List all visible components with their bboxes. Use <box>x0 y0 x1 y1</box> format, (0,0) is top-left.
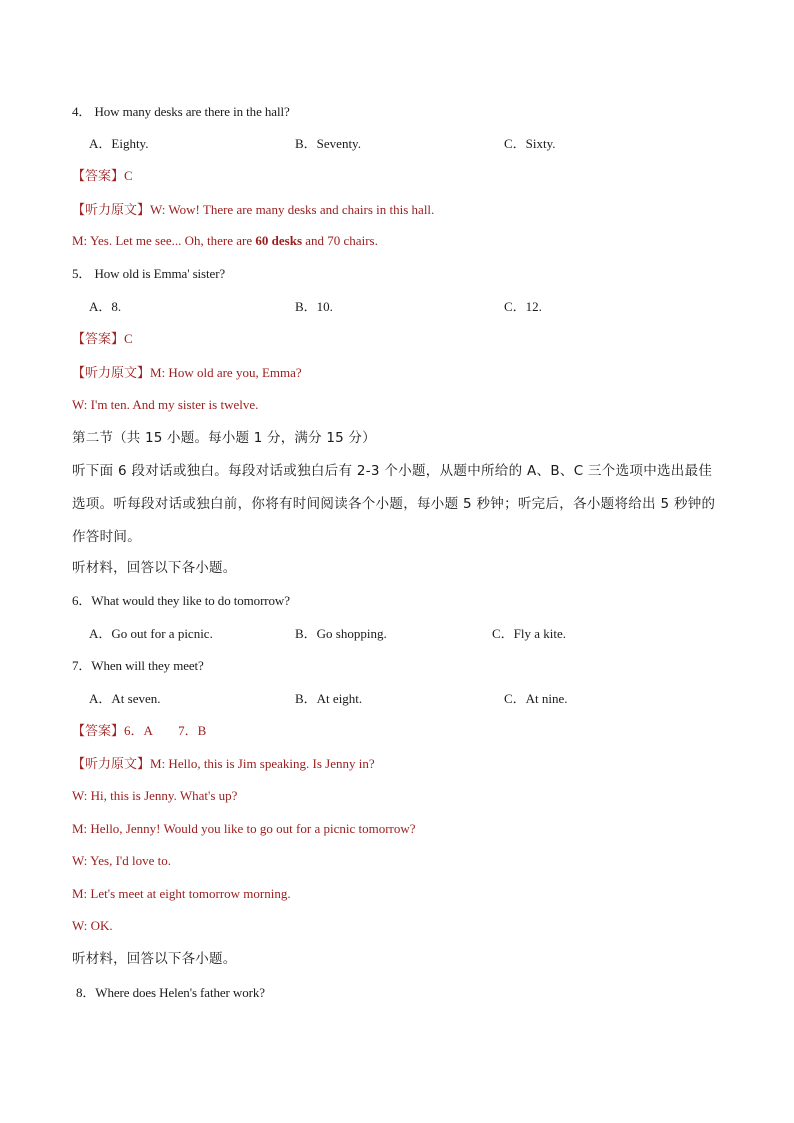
q6-7-transcript-line-2: W: Hi, this is Jenny. What's up? <box>72 788 238 803</box>
q5-transcript-line-1 <box>72 364 302 383</box>
question-6-stem: 6．What would they like to do tomorrow? <box>72 593 290 608</box>
q6-option-a: A．Go out for a picnic. <box>89 626 213 641</box>
q5-option-b: B．10. <box>295 299 333 314</box>
q7-option-c: C．At nine. <box>504 691 568 706</box>
question-4-stem: 4． How many desks are there in the hall? <box>72 104 290 119</box>
transcript-text-post: and 70 chairs. <box>302 233 378 248</box>
q5-transcript-line-2: W: I'm ten. And my sister is twelve. <box>72 397 259 412</box>
transcript-bold-key: 60 desks <box>255 233 303 248</box>
q5-option-c: C．12. <box>504 299 542 314</box>
q6-7-transcript-line-1 <box>72 755 375 774</box>
listen-prompt: 听材料，回答以下各小题。 <box>72 560 237 576</box>
q4-option-b: B．Seventy. <box>295 136 361 151</box>
transcript-text-pre: M: Yes. Let me see... Oh, there are <box>72 233 256 248</box>
answer-tag: 【答案】 <box>72 332 125 347</box>
q6-7-transcript-line-3: M: Hello, Jenny! Would you like to go out for a picnic tomorrow? <box>72 821 416 836</box>
answer-value: 6．A 7．B <box>124 723 207 738</box>
question-8-stem: 8．Where does Helen's father work? <box>76 985 265 1000</box>
q4-transcript-line-2 <box>72 232 378 250</box>
transcript-text: M: Hello, this is Jim speaking. Is Jenny in? <box>150 756 375 771</box>
answer-tag: 【答案】 <box>72 169 125 184</box>
transcript-tag: 【听力原文】 <box>72 203 151 218</box>
section-2-instructions: 听下面 6 段对话或独白。每段对话或独白后有 2-3 个小题，从题中所给的 A、B、C 三个选项中选出最佳选项。听每段对话或独白前，你将有时间阅读各个小题，每小题 5 秒钟；听完后，各小题将给出 5 秒钟的作答时间。 <box>72 463 716 545</box>
listen-prompt-2: 听材料，回答以下各小题。 <box>72 951 237 967</box>
q4-transcript-line-1 <box>72 201 434 220</box>
q4-option-a: A．Eighty. <box>89 136 149 151</box>
q6-option-c: C．Fly a kite. <box>492 626 567 641</box>
q5-option-a: A．8. <box>89 299 122 314</box>
q6-7-transcript-line-4: W: Yes, I'd love to. <box>72 853 171 868</box>
q6-option-b: B．Go shopping. <box>295 626 387 641</box>
q4-answer <box>72 167 133 186</box>
transcript-text: W: Wow! There are many desks and chairs in this hall. <box>150 202 435 217</box>
q7-option-b: B．At eight. <box>295 691 363 706</box>
q6-7-transcript-line-5: M: Let's meet at eight tomorrow morning. <box>72 886 291 901</box>
question-5-stem: 5． How old is Emma' sister? <box>72 266 226 281</box>
answer-value: C <box>124 168 133 183</box>
question-7-stem: 7．When will they meet? <box>72 658 204 673</box>
transcript-tag: 【听力原文】 <box>72 366 151 381</box>
q6-7-transcript-line-6: W: OK. <box>72 918 113 933</box>
answer-tag: 【答案】 <box>72 724 125 739</box>
transcript-text: M: How old are you, Emma? <box>150 365 302 380</box>
transcript-tag: 【听力原文】 <box>72 757 151 772</box>
q4-option-c: C．Sixty. <box>504 136 556 151</box>
q7-option-a: A．At seven. <box>89 691 161 706</box>
answer-value: C <box>124 331 133 346</box>
q5-answer <box>72 330 133 349</box>
section-2-heading: 第二节（共 15 小题。每小题 1 分，满分 15 分） <box>72 430 376 446</box>
q6-7-answer <box>72 722 206 741</box>
